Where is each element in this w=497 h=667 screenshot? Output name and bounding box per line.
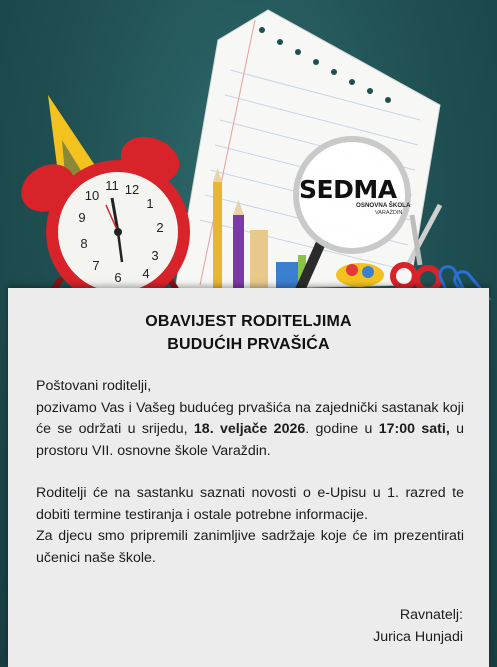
paint-pots-icon <box>336 263 384 287</box>
svg-text:1: 1 <box>146 196 154 211</box>
svg-text:9: 9 <box>78 210 86 225</box>
school-logo-line1: OSNOVNA ŠKOLA <box>356 202 411 209</box>
children-paragraph: Za djecu smo pripremili zanimljive sadržaje koje će im prezentirati učenici naše škole. <box>36 528 464 566</box>
alarm-clock-icon <box>13 129 190 300</box>
school-supplies-illustration <box>0 0 497 300</box>
notice-body <box>36 376 464 569</box>
greeting: Poštovani roditelji, <box>36 378 152 394</box>
svg-text:6: 6 <box>114 270 122 285</box>
notice-card <box>8 288 489 667</box>
title-line-2: BUDUĆIH PRVAŠIĆA <box>167 336 330 353</box>
svg-text:12: 12 <box>124 182 140 197</box>
meeting-time: 17:00 sati, <box>378 421 450 437</box>
signature-role: Ravnatelj: <box>399 607 463 623</box>
invitation-paragraph <box>36 398 464 463</box>
svg-text:4: 4 <box>142 266 150 281</box>
info-paragraph: Roditelji će na sastanku saznati novosti o e-Upisu u 1. razred te dobiti termine testiranja i ostale potrebne informacije. <box>36 485 464 523</box>
invitation-text-2: . godine u <box>305 421 379 437</box>
svg-text:7: 7 <box>92 258 100 273</box>
school-logo-wordmark: SEDMA <box>299 175 397 204</box>
notice-title <box>8 310 489 356</box>
signature-name: Jurica Hunjadi <box>373 629 463 645</box>
svg-text:10: 10 <box>84 188 100 203</box>
svg-text:11: 11 <box>105 178 119 193</box>
school-logo-line2: VARAŽDIN <box>375 210 403 216</box>
svg-text:2: 2 <box>156 220 164 235</box>
title-line-1: OBAVIJEST RODITELJIMA <box>145 313 352 330</box>
svg-text:3: 3 <box>151 248 159 263</box>
invitation-text-3: u prostoru VII. osnovne škole Varaždin. <box>36 421 465 459</box>
meeting-date: 18. veljače 2026 <box>193 421 306 437</box>
invitation-text-1: pozivamo Vas i Vašeg budućeg prvašića na zajednički sastanak koji će se održati u srijedu, <box>36 399 464 437</box>
svg-text:8: 8 <box>80 236 88 251</box>
signature <box>373 604 463 648</box>
